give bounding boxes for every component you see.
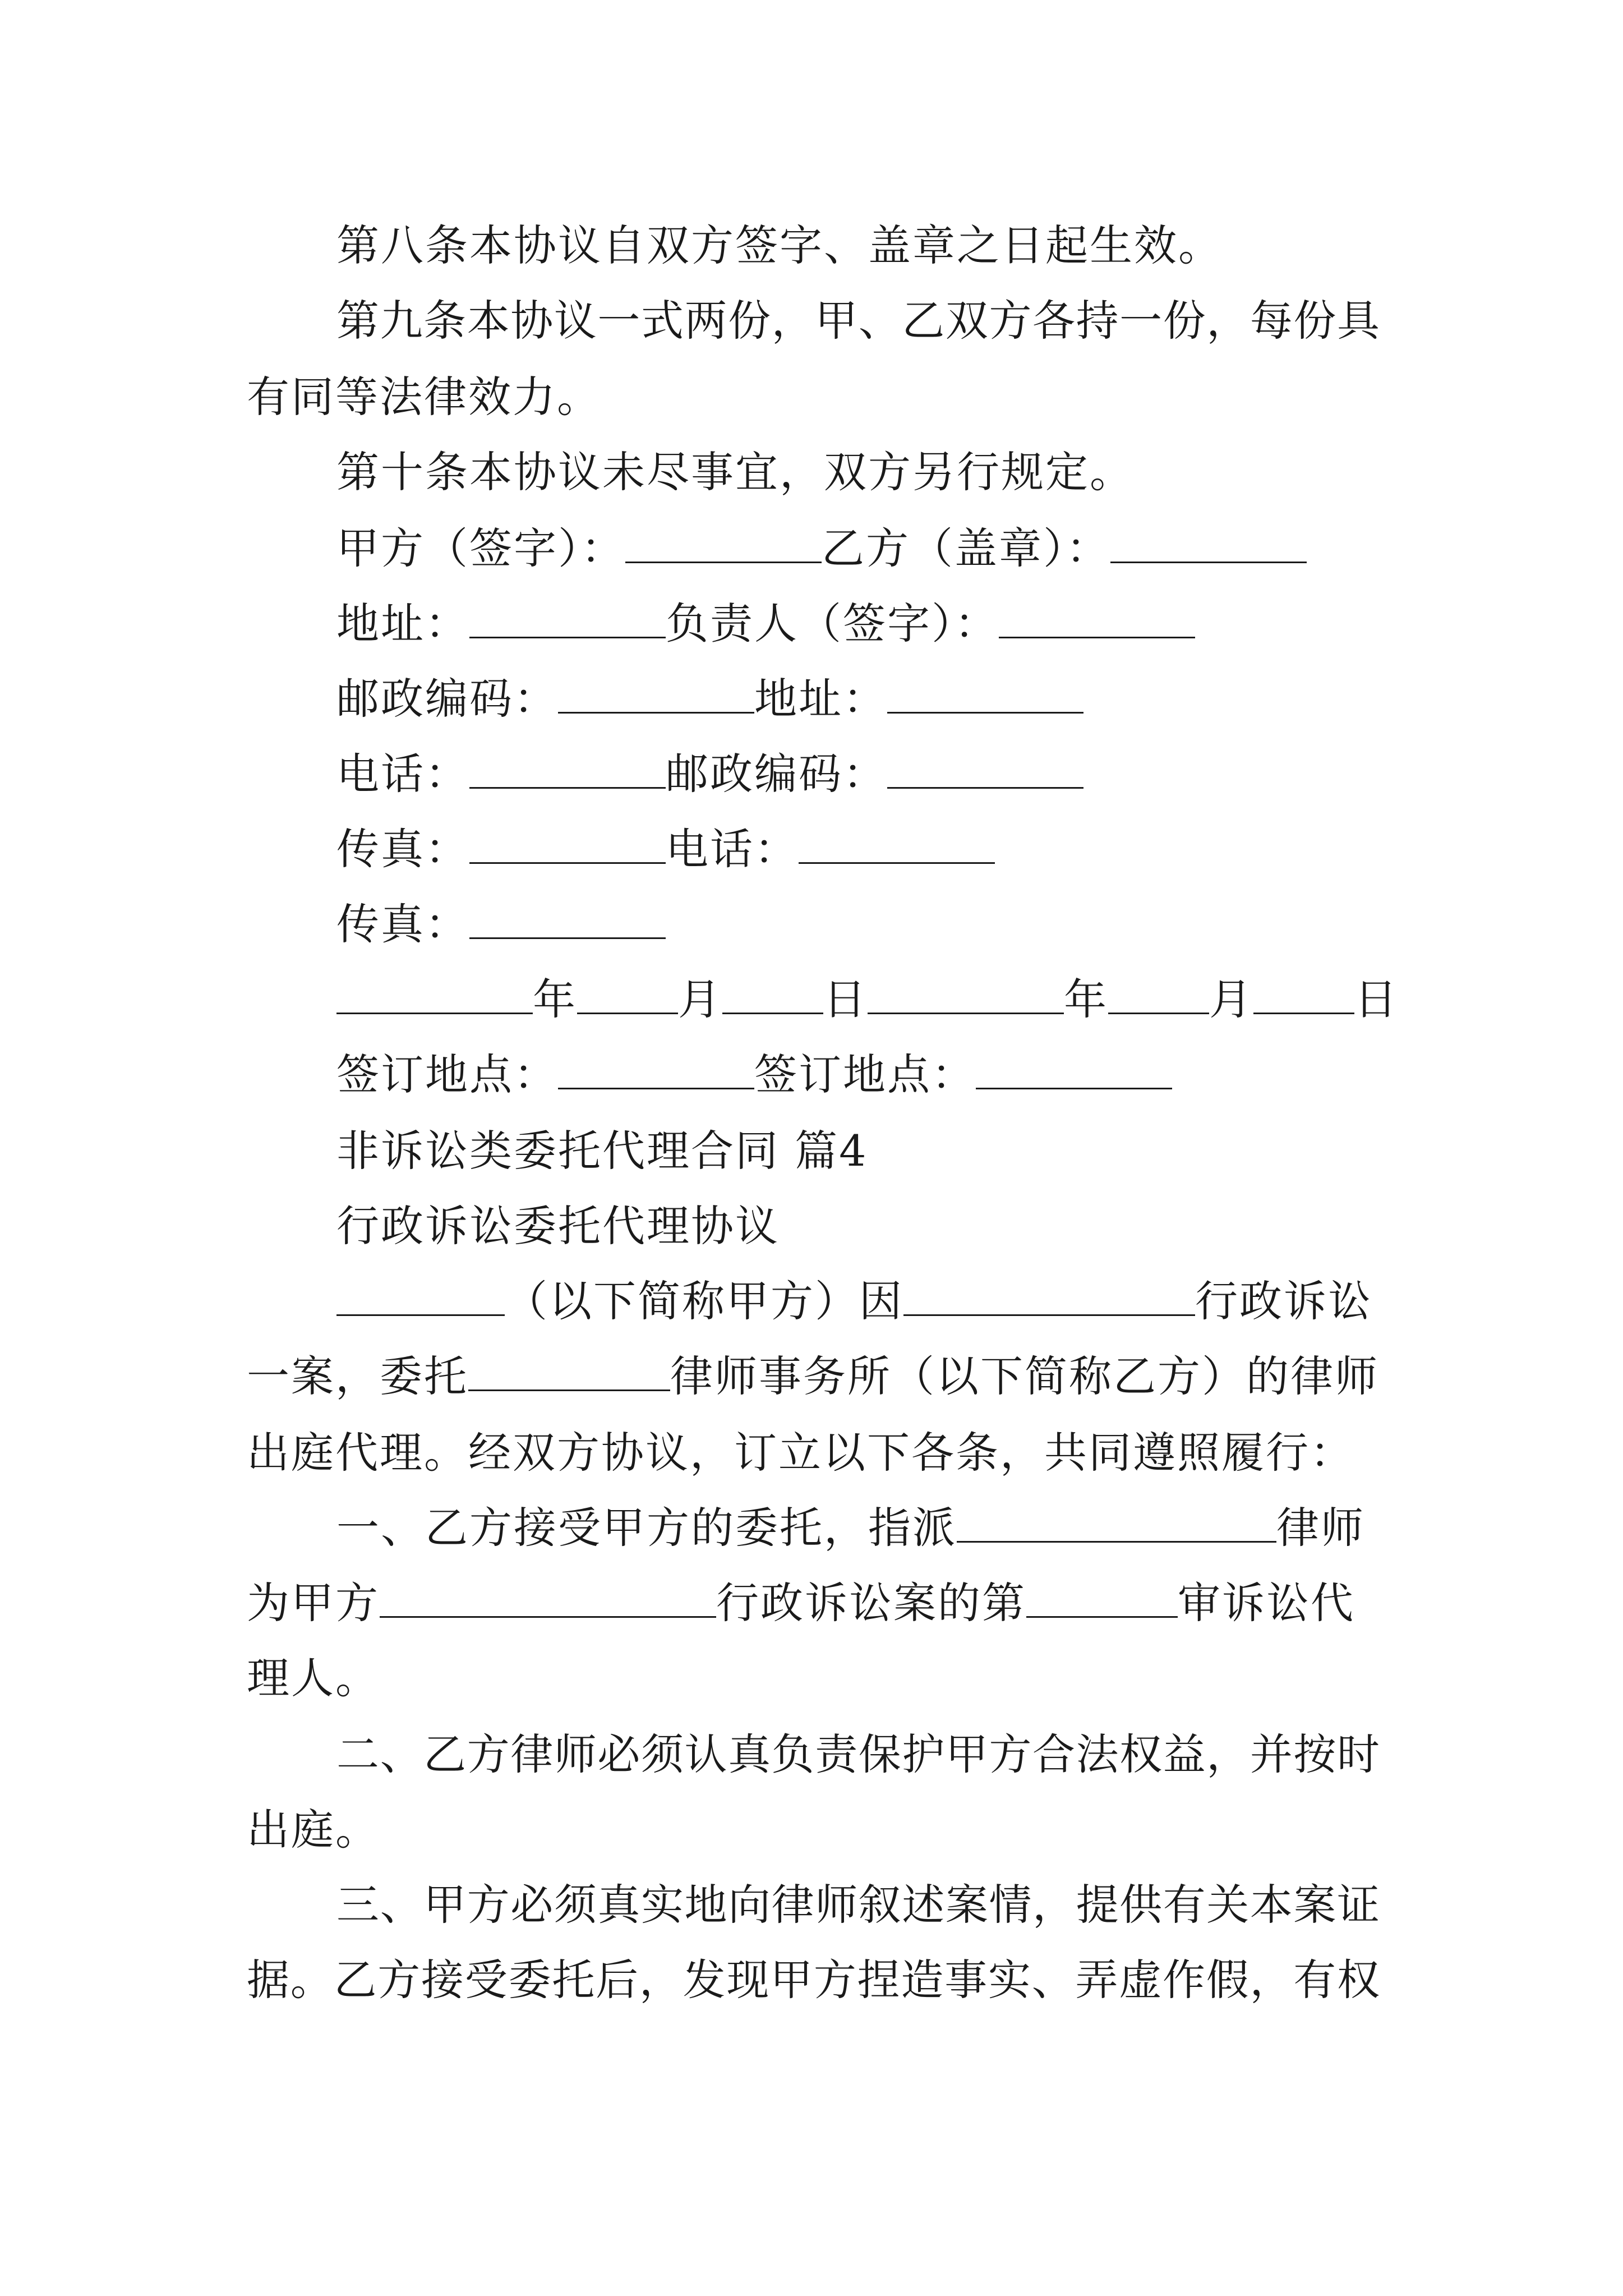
intro-line-1-b: 行政诉讼 <box>1195 1276 1372 1326</box>
month-a-label: 月 <box>678 974 722 1024</box>
sign-place-a-label: 签订地点： <box>336 1050 558 1099</box>
signature-row-1 <box>336 521 1307 577</box>
year-b-blank <box>868 979 1064 1014</box>
party-a-sign-label: 甲方（签字）： <box>336 523 625 573</box>
phone-blank <box>469 753 666 789</box>
item-1-line-2 <box>247 1575 1355 1631</box>
item-3-line-2: 据。乙方接受委托后，发现甲方捏造事实、弄虚作假，有权 <box>247 1955 1380 2005</box>
law-firm-blank <box>468 1356 670 1391</box>
item-1-line-3: 理人。 <box>247 1653 380 1703</box>
article-8: 第八条本协议自双方签字、盖章之日起生效。 <box>336 220 1223 270</box>
fax-blank <box>469 829 666 864</box>
day-b-label: 日 <box>1354 974 1399 1024</box>
postcode-blank <box>558 678 754 714</box>
person-in-charge-label: 负责人（签字）： <box>666 599 999 648</box>
year-b-label: 年 <box>1064 974 1108 1024</box>
item-2-line-1: 二、乙方律师必须认真负责保护甲方合法权益，并按时 <box>336 1729 1380 1779</box>
year-a-label: 年 <box>533 974 577 1024</box>
signature-row-5 <box>336 821 995 877</box>
trial-level-blank <box>1026 1582 1178 1618</box>
postcode-b-label: 邮政编码： <box>666 749 887 799</box>
address-label: 地址： <box>336 599 469 648</box>
sign-place-b-label: 签订地点： <box>754 1050 976 1099</box>
phone-b-blank <box>799 829 995 864</box>
person-in-charge-blank <box>999 603 1195 638</box>
article-9-line-2: 有同等法律效力。 <box>247 372 601 422</box>
month-b-blank <box>1108 979 1209 1014</box>
address-b-label: 地址： <box>754 674 887 724</box>
address-blank <box>469 603 666 638</box>
signature-row-4 <box>336 746 1083 802</box>
item-1-line-2-a: 为甲方 <box>247 1578 380 1628</box>
postcode-b-blank <box>887 753 1083 789</box>
month-a-blank <box>577 979 678 1014</box>
day-a-blank <box>722 979 823 1014</box>
intro-line-1-a: （以下简称甲方）因 <box>505 1276 903 1326</box>
signature-row-3 <box>336 671 1083 727</box>
sign-place-a-blank <box>558 1054 754 1089</box>
article-10: 第十条本协议未尽事宜，双方另行规定。 <box>336 447 1134 497</box>
intro-line-2-a: 一案，委托 <box>247 1351 468 1401</box>
item-3-line-1: 三、甲方必须真实地向律师叙述案情，提供有关本案证 <box>336 1880 1380 1930</box>
case-name-blank <box>903 1281 1195 1316</box>
item-1-line-2-b: 行政诉讼案的第 <box>716 1578 1026 1628</box>
fax-label: 传真： <box>336 824 469 874</box>
month-b-label: 月 <box>1209 974 1253 1024</box>
party-b-seal-label: 乙方（盖章）： <box>822 523 1110 573</box>
item-1-line-1-b: 律师 <box>1276 1503 1365 1553</box>
fax-b-blank <box>469 904 666 939</box>
signature-row-6 <box>336 896 666 953</box>
intro-line-1 <box>336 1273 1372 1329</box>
party-b-seal-blank <box>1110 528 1307 563</box>
sign-place-b-blank <box>976 1054 1172 1089</box>
address-b-blank <box>887 678 1083 714</box>
date-row <box>336 972 1399 1028</box>
lawyer-name-blank <box>957 1507 1276 1543</box>
party-a-sign-blank <box>625 528 822 563</box>
phone-b-label: 电话： <box>666 824 799 874</box>
intro-line-2-b: 律师事务所（以下简称乙方）的律师 <box>670 1351 1379 1401</box>
party-a-name-blank <box>336 1281 505 1316</box>
phone-label: 电话： <box>336 749 469 799</box>
signature-row-2 <box>336 596 1195 652</box>
item-1-line-2-c: 审诉讼代 <box>1178 1578 1355 1628</box>
year-a-blank <box>336 979 533 1014</box>
intro-line-3: 出庭代理。经双方协议，订立以下各条，共同遵照履行： <box>247 1428 1354 1478</box>
section-title: 非诉讼类委托代理合同 篇4 <box>336 1126 868 1176</box>
day-b-blank <box>1253 979 1354 1014</box>
item-1-line-1 <box>336 1500 1365 1556</box>
party-a-case-blank <box>380 1582 716 1618</box>
intro-line-2 <box>247 1349 1379 1405</box>
postcode-label: 邮政编码： <box>336 674 558 724</box>
item-1-line-1-a: 一、乙方接受甲方的委托，指派 <box>336 1503 957 1553</box>
article-9-line-1: 第九条本协议一式两份，甲、乙双方各持一份，每份具 <box>336 296 1380 346</box>
fax-b-label: 传真： <box>336 899 469 949</box>
day-a-label: 日 <box>823 974 868 1024</box>
item-2-line-2: 出庭。 <box>247 1805 380 1855</box>
agreement-title: 行政诉讼委托代理协议 <box>336 1201 780 1251</box>
signing-place-row <box>336 1047 1172 1103</box>
